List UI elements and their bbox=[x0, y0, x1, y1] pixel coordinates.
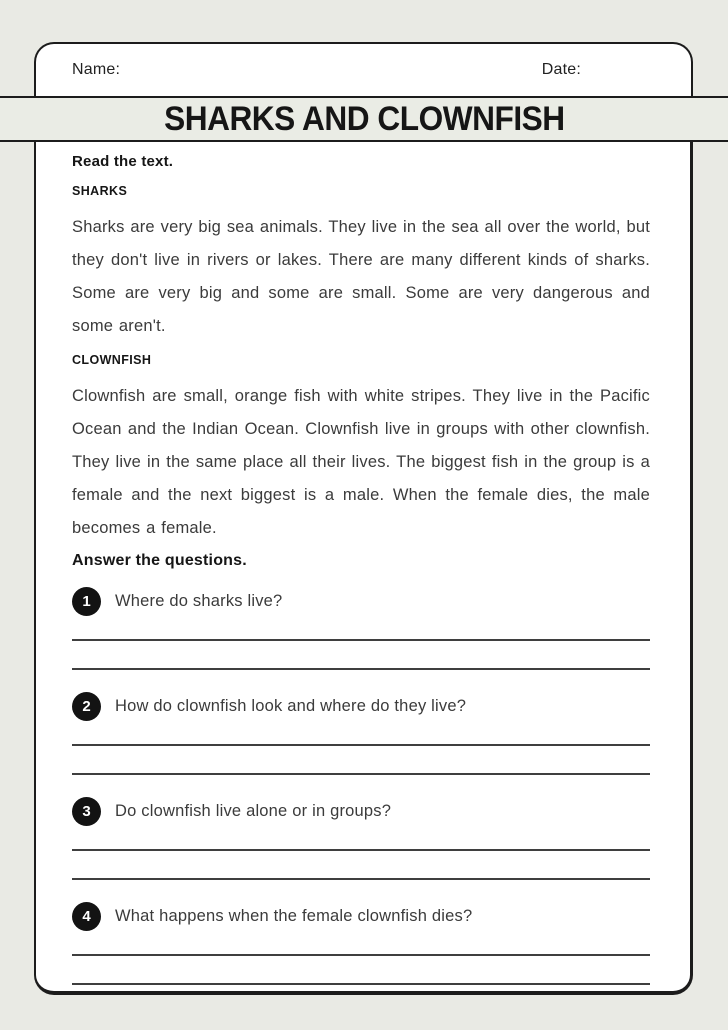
question-number-badge: 4 bbox=[72, 902, 101, 931]
answer-line bbox=[72, 773, 650, 775]
clownfish-paragraph: Clownfish are small, orange fish with white stripes. They live in the Pacific Ocean and the Indian Ocean. Clownfish live in groups with other clownfish. They live in the same place all their lives. The biggest fish in the group is a female and the next biggest is a male. When the female dies, the male becomes a female. bbox=[72, 387, 650, 537]
answer-line bbox=[72, 878, 650, 880]
question-text: Do clownfish live alone or in groups? bbox=[115, 801, 392, 820]
question-text: How do clownfish look and where do they live? bbox=[115, 696, 467, 715]
question-block-4 bbox=[72, 900, 650, 985]
section-heading-sharks: SHARKS bbox=[72, 184, 128, 198]
sharks-paragraph: Sharks are very big sea animals. They live in the sea all over the world, but they don't live in rivers or lakes. There are many different kinds of sharks. Some are very big and some are small. Some are very dangerous and some aren't. bbox=[72, 218, 650, 335]
section-heading-clownfish: CLOWNFISH bbox=[72, 353, 152, 367]
question-block-1 bbox=[72, 585, 650, 670]
answer-instruction: Answer the questions. bbox=[72, 552, 247, 569]
question-row bbox=[72, 795, 650, 827]
worksheet-title: SHARKS AND CLOWNFISH bbox=[163, 99, 565, 138]
answer-line bbox=[72, 954, 650, 956]
question-number-badge: 1 bbox=[72, 587, 101, 616]
question-number-badge: 2 bbox=[72, 692, 101, 721]
answer-line bbox=[72, 849, 650, 851]
question-block-2 bbox=[72, 690, 650, 775]
name-label: Name: bbox=[72, 61, 121, 78]
answer-line bbox=[72, 639, 650, 641]
title-band bbox=[0, 96, 728, 142]
question-row bbox=[72, 690, 650, 722]
answer-line bbox=[72, 744, 650, 746]
question-text: What happens when the female clownfish dies? bbox=[115, 906, 473, 925]
question-row bbox=[72, 585, 650, 617]
question-block-3 bbox=[72, 795, 650, 880]
question-text: Where do sharks live? bbox=[115, 591, 283, 610]
answer-line bbox=[72, 983, 650, 985]
date-label: Date: bbox=[541, 61, 581, 78]
read-instruction: Read the text. bbox=[72, 153, 174, 170]
answer-line bbox=[72, 668, 650, 670]
worksheet-card bbox=[34, 142, 693, 995]
name-date-box bbox=[34, 42, 693, 96]
question-number-badge: 3 bbox=[72, 797, 101, 826]
question-row bbox=[72, 900, 650, 932]
